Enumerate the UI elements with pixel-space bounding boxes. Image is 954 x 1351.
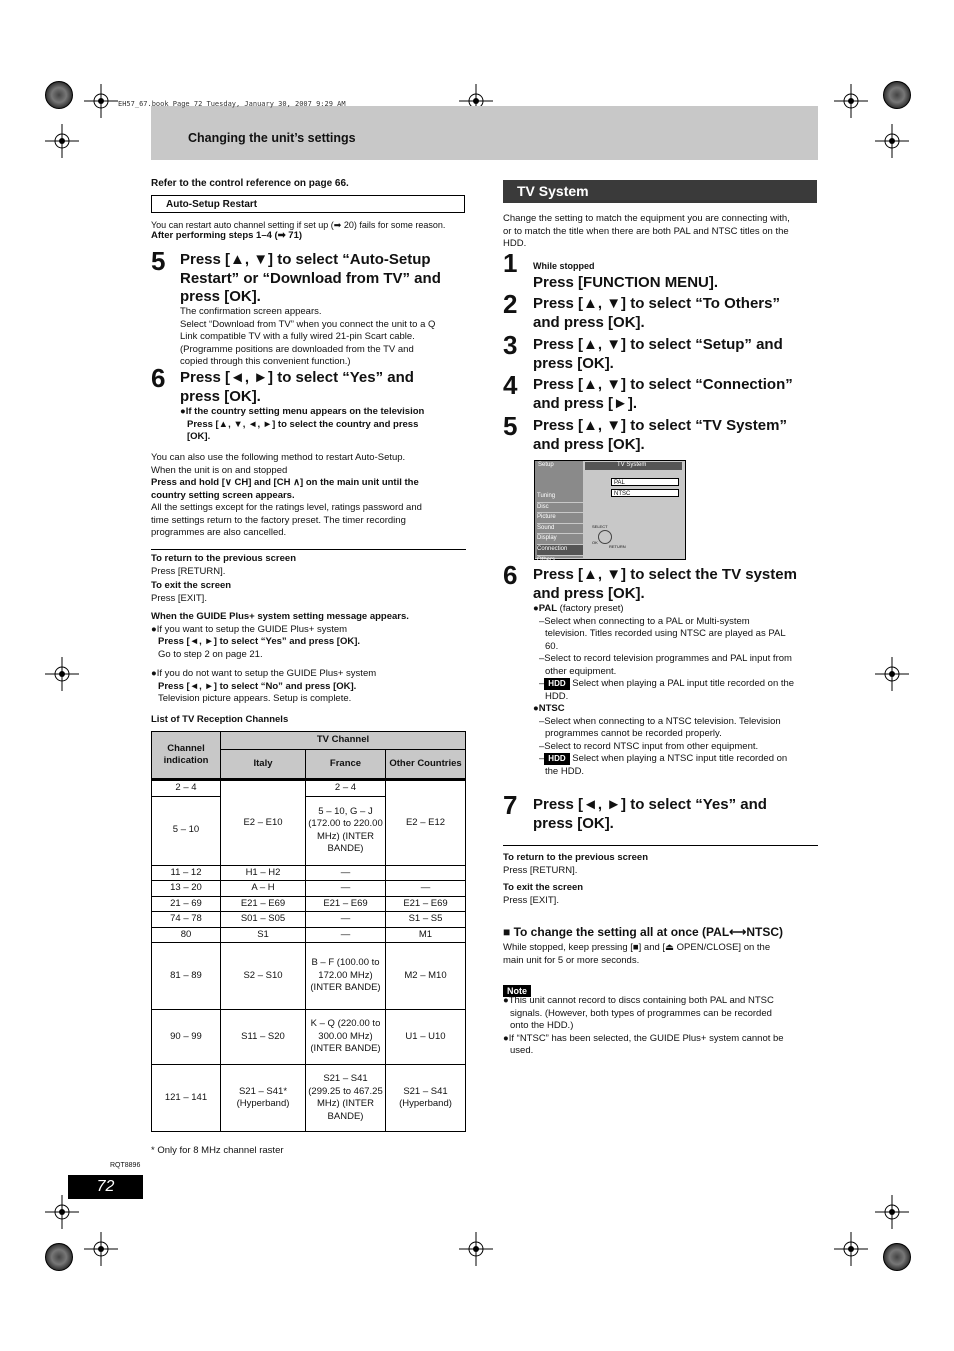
crosshair-icon bbox=[84, 1232, 118, 1266]
table-row: 13 – 20 A – H — — bbox=[152, 881, 466, 897]
table-row: 74 – 78 S01 – S05 — S1 – S5 bbox=[152, 912, 466, 928]
registration-dial-icon bbox=[45, 1243, 73, 1271]
osd-tv-system-label: TV System bbox=[617, 462, 647, 468]
exit-info: To exit the screen Press [EXIT]. bbox=[151, 580, 232, 604]
table-header: TV Channel bbox=[221, 732, 466, 750]
osd-menu-item: Display bbox=[537, 534, 583, 545]
osd-menu bbox=[537, 492, 583, 565]
rqt-code: RQT8896 bbox=[110, 1162, 141, 1169]
step-title: Press [▲, ▼] to select “To Others” and press [OK]. bbox=[533, 295, 780, 331]
crosshair-icon bbox=[875, 124, 909, 158]
step-title: Press [▲, ▼] to select the TV system and press [OK]. bbox=[533, 566, 797, 602]
crosshair-icon bbox=[84, 84, 118, 118]
table-row: 90 – 99 S11 – S20 K – Q (220.00 to 300.00 MHz) (INTER BANDE) U1 – U10 bbox=[152, 1010, 466, 1065]
hdd-badge: HDD bbox=[544, 678, 569, 690]
step-number: 5 bbox=[151, 246, 166, 276]
refer-text: Refer to the control reference on page 66. bbox=[151, 178, 349, 189]
crosshair-icon bbox=[459, 1232, 493, 1266]
page-number: 72 bbox=[68, 1175, 143, 1199]
osd-ok-hint: OK bbox=[592, 540, 598, 545]
hdd-badge: HDD bbox=[544, 753, 569, 765]
osd-menu-item: Connection bbox=[537, 545, 583, 556]
change-all-text: While stopped, keep pressing [■] and [⏏ OPEN/CLOSE] on the main unit for 5 or more seconds. bbox=[503, 942, 771, 966]
crosshair-icon bbox=[45, 1195, 79, 1229]
osd-screen bbox=[534, 460, 686, 563]
registration-dial-icon bbox=[45, 81, 73, 109]
return-info: To return to the previous screen Press [RETURN]. bbox=[151, 553, 296, 577]
step-number: 2 bbox=[503, 289, 518, 319]
crosshair-icon bbox=[834, 1232, 868, 1266]
osd-option-ntsc: NTSC bbox=[611, 489, 679, 497]
osd-select-hint: SELECT bbox=[592, 524, 608, 529]
auto-setup-label: Auto-Setup Restart bbox=[151, 195, 465, 213]
step-description: The confirmation screen appears. Select “Download from TV” when you connect the unit to a Q Link compatible TV with a fully wired 21-pin Scart cable. (Programme positions are downloaded from the TV and copied through this convenient function.) bbox=[180, 306, 436, 367]
channel-table bbox=[151, 731, 466, 1132]
after-steps: After performing steps 1–4 (➡ 71) bbox=[151, 230, 303, 241]
pal-option-info: ●PAL (factory preset) –Select when connecting to a PAL or Multi-system television. Titles recorded using NTSC are played as PAL 60. –Select to record television programmes and PAL input from other equipment. – HDD Select when playing a PAL input title recorded on the HDD. ●NTSC –Select when connecting to a NTSC television. Television programmes cannot be recorded properly. –Select to record NTSC input from other equipment. – HDD Select when playing a NTSC input title recorded on the HDD. bbox=[533, 603, 795, 777]
change-all-heading: ■ To change the setting all at once (PAL⟷NTSC) bbox=[503, 925, 784, 939]
table-row: 80 S1 — M1 bbox=[152, 927, 466, 943]
step-bullet: ●If the country setting menu appears on the television Press [▲, ▼, ◄, ►] to select the country and press [OK]. bbox=[180, 406, 425, 442]
restart-note: You can restart auto channel setting if set up (➡ 20) fails for some reason. bbox=[151, 220, 446, 230]
registration-dial-icon bbox=[883, 81, 911, 109]
note-badge: Note bbox=[503, 981, 531, 999]
footnote: * Only for 8 MHz channel raster bbox=[151, 1145, 284, 1156]
table-row: 21 – 69 E21 – E69 E21 – E69 E21 – E69 bbox=[152, 896, 466, 912]
tv-system-heading: TV System bbox=[503, 180, 817, 203]
crosshair-icon bbox=[875, 657, 909, 691]
step-title: Press [▲, ▼] to select “Connection” and press [►]. bbox=[533, 376, 793, 412]
step-number: 1 bbox=[503, 248, 518, 278]
table-row: 81 – 89 S2 – S10 B – F (100.00 to 172.00 MHz) (INTER BANDE) M2 – M10 bbox=[152, 943, 466, 1010]
osd-setup-label: Setup bbox=[538, 462, 554, 468]
crosshair-icon bbox=[45, 657, 79, 691]
registration-dial-icon bbox=[883, 1243, 911, 1271]
note-text: ●This unit cannot record to discs containing both PAL and NTSC signals. (However, both types of programmes can be recorded onto the HDD.) ●If “NTSC” has been selected, the GUIDE Plus+ system cannot be used. bbox=[503, 995, 784, 1056]
book-info-line: EH57_67.book Page 72 Tuesday, January 30, 2007 9:29 AM bbox=[118, 100, 346, 108]
osd-menu-item: Disc bbox=[537, 503, 583, 514]
step-title: Press [FUNCTION MENU]. bbox=[533, 274, 719, 291]
crosshair-icon bbox=[45, 124, 79, 158]
exit-info: To exit the screen Press [EXIT]. bbox=[503, 882, 584, 906]
osd-menu-item: Others bbox=[537, 556, 556, 563]
intro-text: Change the setting to match the equipment you are connecting with, or to match the title when there are both PAL and NTSC titles on the HDD. bbox=[503, 213, 790, 249]
osd-return-hint: RETURN bbox=[609, 544, 626, 549]
alt-method: You can also use the following method to restart Auto-Setup. When the unit is on and stopped Press and hold [∨ CH] and [CH ∧] on the main unit until the country setting screen appears. All the settings except for the ratings level, ratings password and time settings return to the factory preset. The timer recording programmes are also cancelled. bbox=[151, 452, 422, 538]
osd-menu-item: Tuning bbox=[537, 492, 583, 503]
step-title: Press [▲, ▼] to select “TV System” and press [OK]. bbox=[533, 417, 787, 453]
step-title: Press [◄, ►] to select “Yes” and press [OK]. bbox=[533, 796, 767, 832]
step-number: 4 bbox=[503, 370, 518, 400]
step-number: 5 bbox=[503, 411, 518, 441]
osd-menu-item: Sound bbox=[537, 524, 583, 535]
table-row: 121 – 141 S21 – S41* (Hyperband) S21 – S41 (299.25 to 467.25 MHz) (INTER BANDE) S21 – S41 (Hyperband) bbox=[152, 1065, 466, 1132]
table-row: 11 – 12 H1 – H2 — bbox=[152, 865, 466, 881]
divider bbox=[503, 845, 818, 846]
table-row: 5 – 10 5 – 10, G – J (172.00 to 220.00 MHz) (INTER BANDE) bbox=[152, 796, 466, 865]
section-title: Changing the unit’s settings bbox=[188, 131, 356, 145]
step-number: 6 bbox=[503, 560, 518, 590]
table-header: Channel indication bbox=[152, 732, 221, 780]
return-info: To return to the previous screen Press [RETURN]. bbox=[503, 852, 648, 876]
step-number: 7 bbox=[503, 790, 518, 820]
step-title: Press [▲, ▼] to select “Setup” and press [OK]. bbox=[533, 336, 783, 372]
osd-menu-item: Picture bbox=[537, 513, 583, 524]
table-row: 2 – 4 E2 – E10 2 – 4 E2 – E12 bbox=[152, 781, 466, 797]
crosshair-icon bbox=[834, 84, 868, 118]
divider bbox=[151, 549, 466, 550]
table-title: List of TV Reception Channels bbox=[151, 714, 289, 725]
step-title: Press [▲, ▼] to select “Auto-Setup Restart” or “Download from TV” and press [OK]. bbox=[180, 251, 441, 305]
osd-dpad-icon bbox=[598, 530, 612, 544]
step-title: Press [◄, ►] to select “Yes” and press [OK]. bbox=[180, 369, 414, 405]
step-precondition: While stopped bbox=[533, 261, 595, 271]
table-header: Other Countries bbox=[386, 750, 466, 780]
table-header: Italy bbox=[221, 750, 306, 780]
crosshair-icon bbox=[875, 1195, 909, 1229]
osd-option-pal: PAL bbox=[611, 478, 679, 486]
step-number: 3 bbox=[503, 330, 518, 360]
step-number: 6 bbox=[151, 363, 166, 393]
table-header: France bbox=[306, 750, 386, 780]
guide-plus-info: When the GUIDE Plus+ system setting message appears. ●If you want to setup the GUIDE Plus+ system Press [◄, ►] to select “Yes” and press [OK]. Go to step 2 on page 21. ●If you do not want to setup the GUIDE Plus+ system Press [◄, ►] to select “No” and press [OK]. Television picture appears. Setup is complete. bbox=[151, 611, 409, 704]
